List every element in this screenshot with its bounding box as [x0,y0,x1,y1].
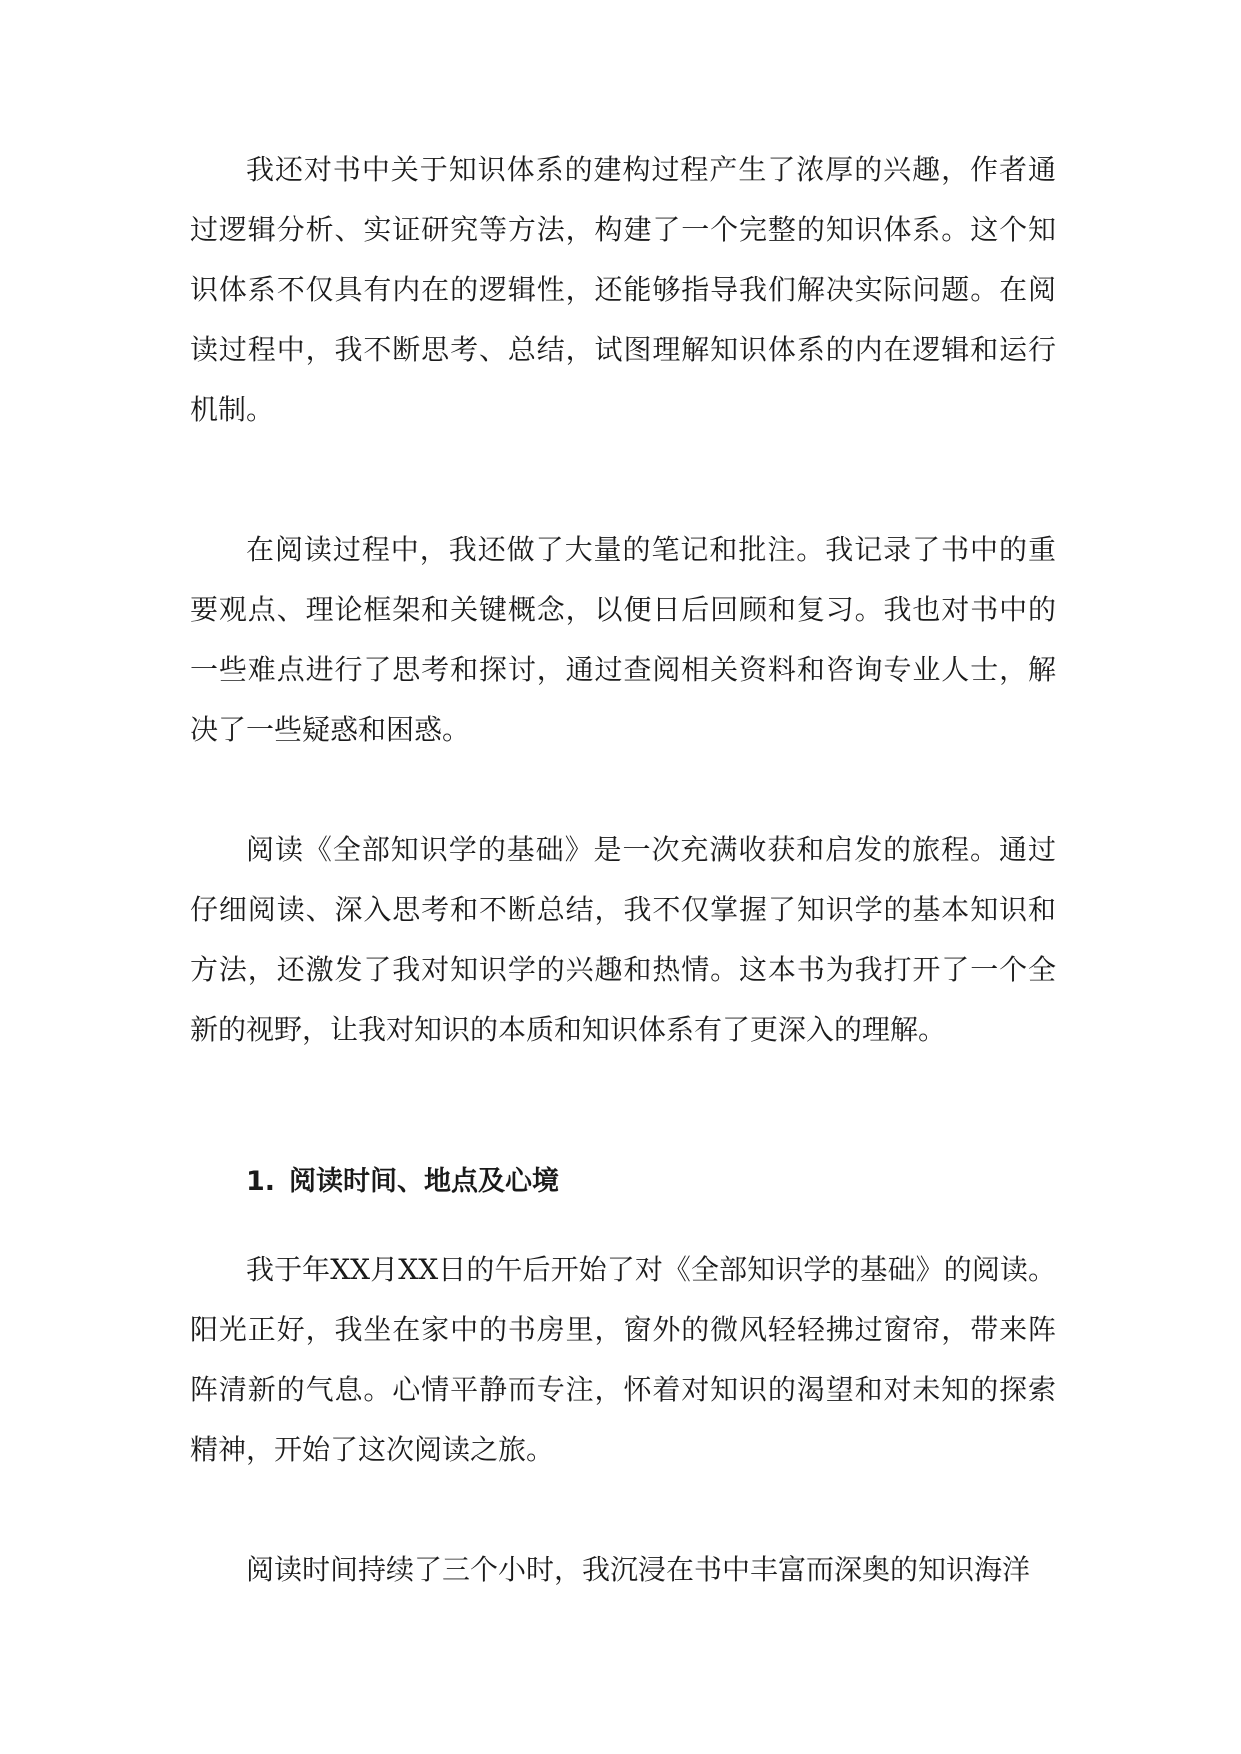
section-number: 1. [246,1166,276,1197]
paragraph-notes: 在阅读过程中，我还做了大量的笔记和批注。我记录了书中的重要观点、理论框架和关键概念，以便日后回顾和复习。我也对书中的一些难点进行了思考和探讨，通过查阅相关资料和咨询专业人士，解决了一些疑惑和困惑。 [190,533,1056,746]
paragraph-knowledge-system: 我还对书中关于知识体系的建构过程产生了浓厚的兴趣，作者通过逻辑分析、实证研究等方法，构建了一个完整的知识体系。这个知识体系不仅具有内在的逻辑性，还能够指导我们解决实际问题。在阅读过程中，我不断思考、总结，试图理解知识体系的内在逻辑和运行机制。 [190,153,1056,426]
paragraph-reading-start: 我于年XX月XX日的午后开始了对《全部知识学的基础》的阅读。阳光正好，我坐在家中的书房里，窗外的微风轻轻拂过窗帘，带来阵阵清新的气息。心情平静而专注，怀着对知识的渴望和对未知的探索精神，开始了这次阅读之旅。 [190,1253,1056,1466]
paragraph-summary: 阅读《全部知识学的基础》是一次充满收获和启发的旅程。通过仔细阅读、深入思考和不断总结，我不仅掌握了知识学的基本知识和方法，还激发了我对知识学的兴趣和热情。这本书为我打开了一个全新的视野，让我对知识的本质和知识体系有了更深入的理解。 [190,833,1056,1046]
paragraph-reading-duration: 阅读时间持续了三个小时，我沉浸在书中丰富而深奥的知识海洋 [246,1553,1031,1586]
section-title: 阅读时间、地点及心境 [289,1166,560,1197]
section-heading [246,1152,559,1212]
